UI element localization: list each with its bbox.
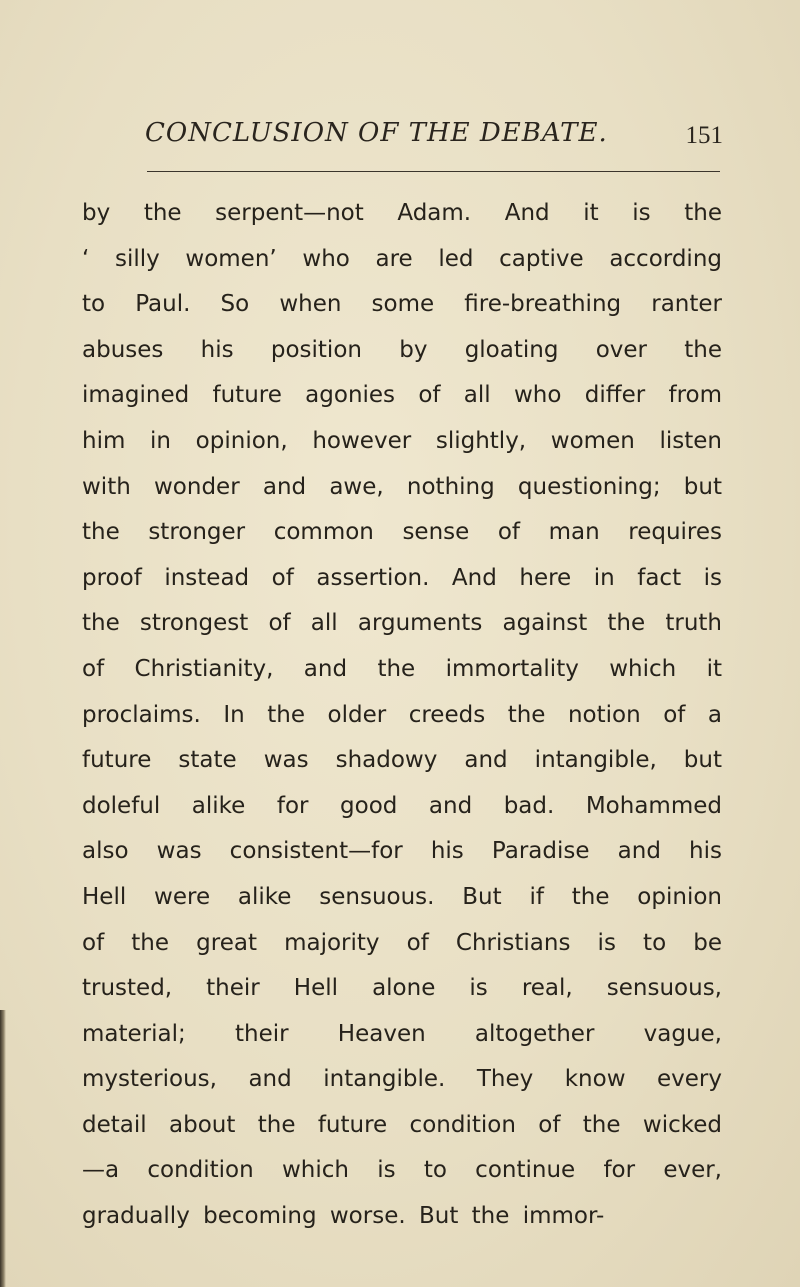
text-line: to Paul. So when some fire-breathing ranter: [82, 291, 722, 318]
text-line: mysterious, and intangible. They know every: [82, 1066, 722, 1093]
text-line: proof instead of assertion. And here in fact is: [82, 564, 722, 591]
text-line: Hell were alike sensuous. But if the opinion: [82, 883, 722, 910]
text-line: trusted, their Hell alone is real, sensuous,: [82, 975, 722, 1002]
text-line: abuses his position by gloating over the: [82, 336, 722, 363]
text-line: of the great majority of Christians is to be: [82, 929, 722, 956]
text-line: imagined future agonies of all who differ from: [82, 382, 722, 409]
header-rule: [147, 171, 720, 172]
page-number: 151: [685, 122, 723, 149]
text-line: —a condition which is to continue for ever,: [82, 1157, 722, 1184]
text-line: gradually becoming worse. But the immor-: [82, 1203, 605, 1230]
text-line: of Christianity, and the immortality which it: [82, 655, 722, 682]
text-line: the stronger common sense of man requires: [82, 519, 722, 546]
text-line: the strongest of all arguments against the truth: [82, 610, 722, 637]
running-title: CONCLUSION OF THE DEBATE.: [145, 118, 608, 148]
text-line: proclaims. In the older creeds the notion of a: [82, 701, 722, 728]
text-line: future state was shadowy and intangible, but: [82, 747, 722, 774]
text-line: doleful alike for good and bad. Mohammed: [82, 792, 722, 819]
text-line: by the serpent—not Adam. And it is the: [82, 200, 722, 226]
running-head: [145, 118, 725, 162]
text-line: with wonder and awe, nothing questioning; but: [82, 473, 722, 500]
text-line: material; their Heaven altogether vague,: [82, 1020, 722, 1047]
spine-shadow: [0, 1010, 6, 1287]
text-line: detail about the future condition of the wicked: [82, 1111, 722, 1138]
text-line: ‘ silly women’ who are led captive according: [82, 245, 722, 272]
text-line: also was consistent—for his Paradise and his: [82, 838, 722, 865]
text-line: him in opinion, however slightly, women listen: [82, 427, 722, 454]
body-text: [82, 191, 722, 1240]
